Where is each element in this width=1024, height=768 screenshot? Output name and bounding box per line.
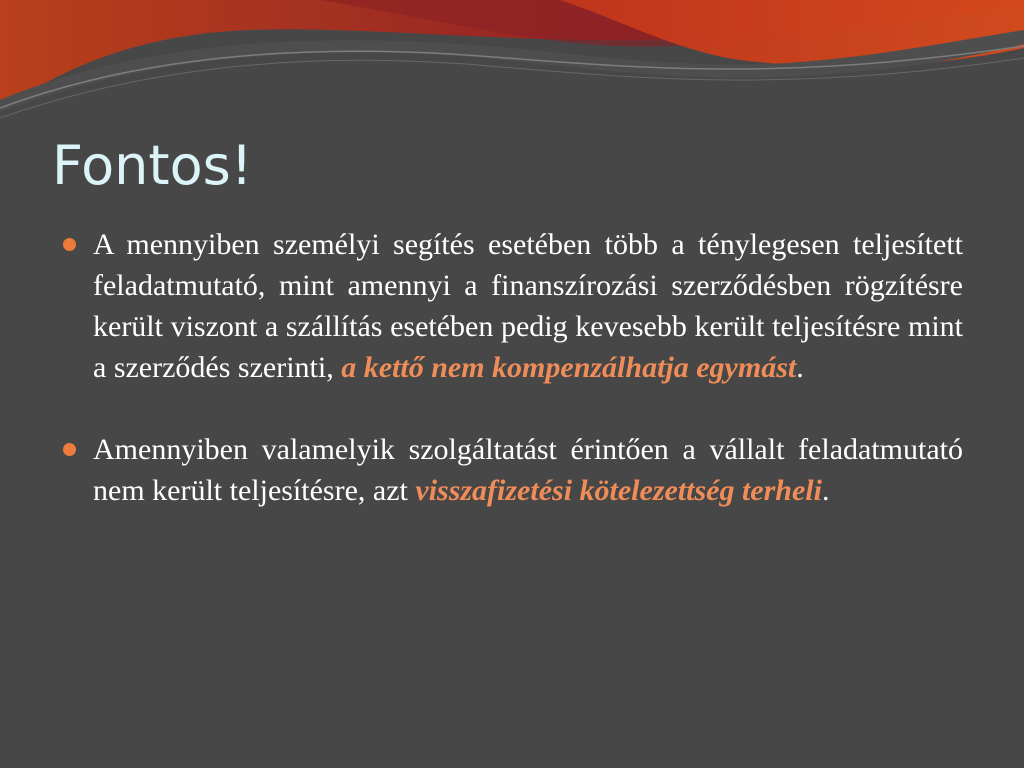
bullet-dot-icon bbox=[63, 443, 76, 456]
bullet-list bbox=[60, 224, 963, 511]
bullet-item bbox=[60, 224, 963, 388]
bullet-dot-icon bbox=[63, 238, 76, 251]
bullet-text: A mennyiben személyi segítés esetében több a ténylegesen teljesített feladatmutató, mint amennyi a finanszírozási szerződésben rögzítésre került viszont a szállítás esetében pedig kevesebb került teljesítésre mint a szerződés szerinti, bbox=[93, 228, 963, 384]
bullet-item bbox=[60, 429, 963, 511]
bullet-end: . bbox=[796, 351, 804, 384]
bullet-highlight: a kettő nem kompenzálhatja egymást bbox=[341, 351, 797, 384]
decorative-wave-banner bbox=[0, 0, 1024, 130]
bullet-text: Amennyiben valamelyik szolgáltatást érintően a vállalt feladatmutató nem került teljesítésre, azt bbox=[93, 433, 963, 507]
slide-title: Fontos! bbox=[52, 134, 253, 197]
bullet-end: . bbox=[821, 474, 830, 507]
bullet-highlight: visszafizetési kötelezettség terheli bbox=[415, 474, 822, 507]
